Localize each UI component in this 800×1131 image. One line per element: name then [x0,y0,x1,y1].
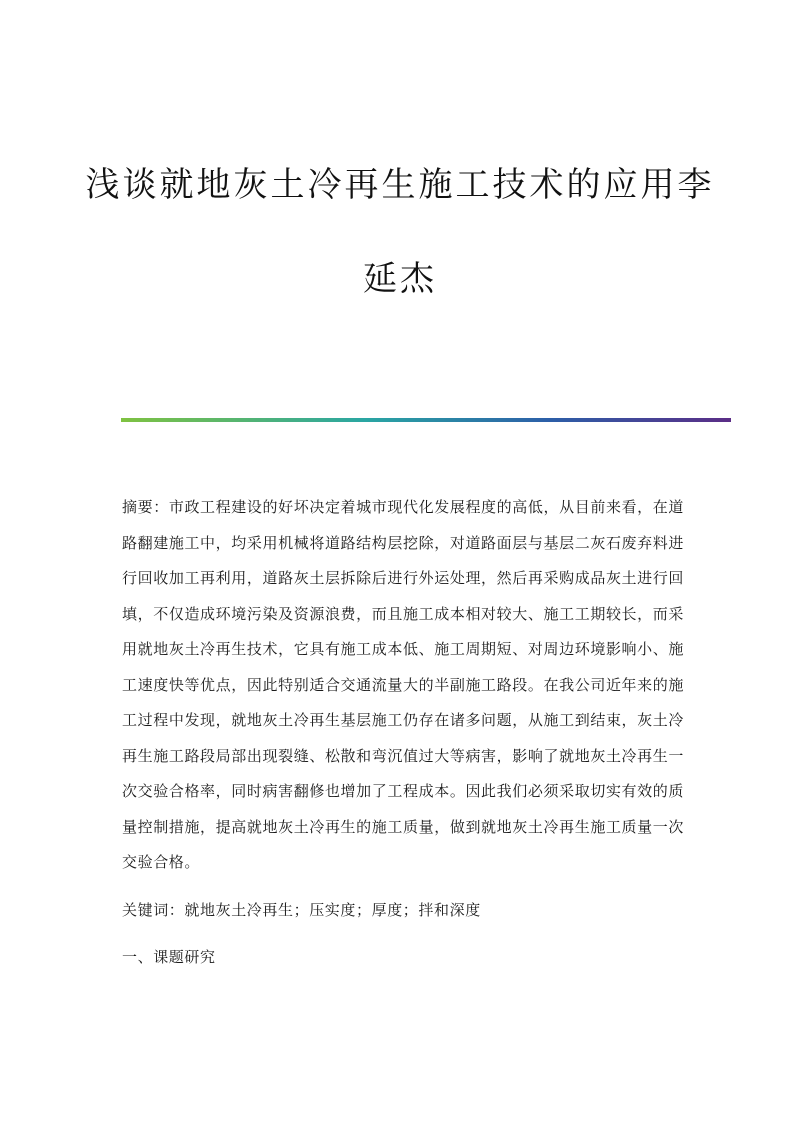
document-title-line-1: 浅谈就地灰土冷再生施工技术的应用李 [85,165,715,205]
document-body [122,490,684,976]
title-block [0,160,800,304]
document-title-line-2: 延杰 [363,259,437,299]
keywords-line: 关键词：就地灰土冷再生；压实度；厚度；拌和深度 [122,900,481,919]
abstract-paragraph: 摘要：市政工程建设的好坏决定着城市现代化发展程度的高低，从目前来看，在道路翻建施工中，均采用机械将道路结构层挖除，对道路面层与基层二灰石废弃料进行回收加工再利用，道路灰土层拆除后进行外运处理，然后再采购成品灰土进行回填，不仅造成环境污染及资源浪费，而且施工成本相对较大、施工工期较长，而采用就地灰土冷再生技术，它具有施工成本低、施工周期短、对周边环境影响小、施工速度快等优点，因此特别适合交通流量大的半副施工路段。在我公司近年来的施工过程中发现，就地灰土冷再生基层施工仍存在诸多问题，从施工到结束，灰土冷再生施工路段局部出现裂缝、松散和弯沉值过大等病害，影响了就地灰土冷再生一次交验合格率，同时病害翻修也增加了工程成本。因此我们必须采取切实有效的质量控制措施，提高就地灰土冷再生的施工质量，做到就地灰土冷再生施工质量一次交验合格。 [122,498,684,871]
title-divider [121,418,731,422]
section-heading-1: 一、课题研究 [122,948,216,966]
